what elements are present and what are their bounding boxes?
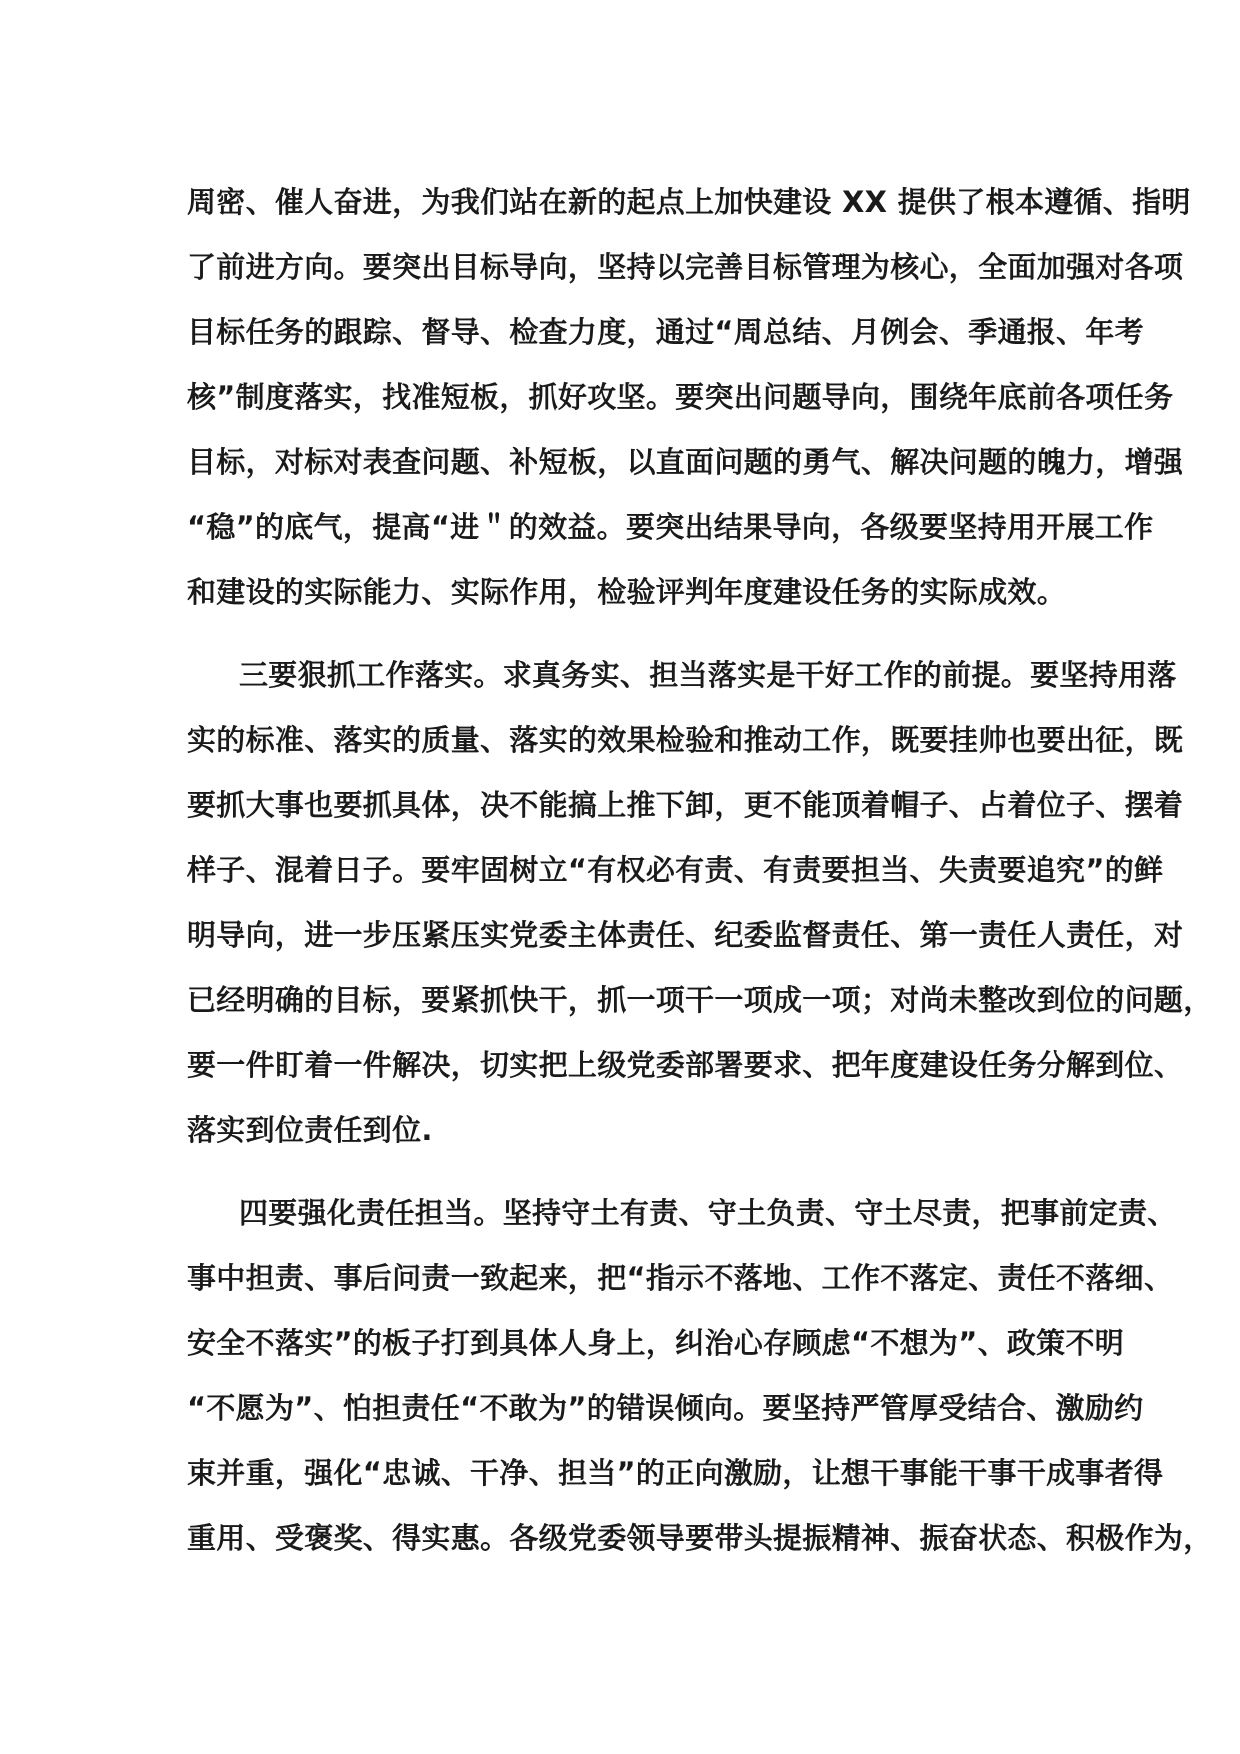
text-line: 明导向，进一步压紧压实党委主体责任、纪委监督责任、第一责任人责任，对: [187, 918, 1184, 952]
paragraph-spacing: [187, 1163, 1057, 1181]
paragraph-spacing: [187, 625, 1057, 643]
text-line: 和建设的实际能力、实际作用，检验评判年度建设任务的实际成效。: [187, 575, 1067, 609]
text-line: 已经明确的目标，要紧抓快干，抓一项干一项成一项；对尚未整改到位的问题，: [187, 983, 1213, 1017]
text-line: 目标，对标对表查问题、补短板，以直面问题的勇气、解决问题的魄力，增强: [187, 445, 1184, 479]
text-line: 要抓大事也要抓具体，决不能搞上推下卸，更不能顶着帽子、占着位子、摆着: [187, 788, 1184, 822]
text-line: 了前进方向。要突出目标导向，坚持以完善目标管理为核心，全面加强对各项: [187, 250, 1184, 284]
text-line: “不愿为”、怕担责任“不敢为”的错误倾向。要坚持严管厚受结合、激励约: [187, 1391, 1144, 1425]
text-line: 束并重，强化“忠诚、干净、担当”的正向激励，让想干事能干事干成事者得: [187, 1456, 1164, 1490]
text-line: 核”制度落实，找准短板，抓好攻坚。要突出问题导向，围绕年底前各项任务: [187, 380, 1174, 414]
paragraph-2: [187, 643, 1213, 1163]
text-line: 安全不落实”的板子打到具体人身上，纠治心存顾虑“不想为”、政策不明: [187, 1326, 1125, 1360]
text-line: 要一件盯着一件解决，切实把上级党委部署要求、把年度建设任务分解到位、: [187, 1048, 1184, 1082]
text-line: 实的标准、落实的质量、落实的效果检验和推动工作，既要挂帅也要出征，既: [187, 723, 1184, 757]
text-line: 重用、受褒奖、得实惠。各级党委领导要带头提振精神、振奋状态、积极作为，: [187, 1521, 1213, 1555]
text-line: “稳”的底气，提高“进＂的效益。要突出结果导向，各级要坚持用开展工作: [187, 510, 1154, 544]
document-body: [187, 170, 1213, 1571]
text-line: 目标任务的跟踪、督导、检查力度，通过“周总结、月例会、季通报、年考: [187, 315, 1144, 349]
text-line: 样子、混着日子。要牢固树立“有权必有责、有责要担当、失责要追究”的鲜: [187, 853, 1164, 887]
text-line: 三要狠抓工作落实。求真务实、担当落实是干好工作的前提。要坚持用落: [239, 658, 1177, 692]
text-line: 周密、催人奋进，为我们站在新的起点上加快建设 XX 提供了根本遵循、指明: [187, 185, 1191, 219]
text-line: 事中担责、事后问责一致起来，把“指示不落地、工作不落定、责任不落细、: [187, 1261, 1174, 1295]
paragraph-3: [187, 1181, 1213, 1571]
paragraph-1: [187, 170, 1191, 625]
text-line: 落实到位责任到位.: [187, 1113, 433, 1147]
text-line: 四要强化责任担当。坚持守土有责、守土负责、守土尽责，把事前定责、: [239, 1196, 1177, 1230]
